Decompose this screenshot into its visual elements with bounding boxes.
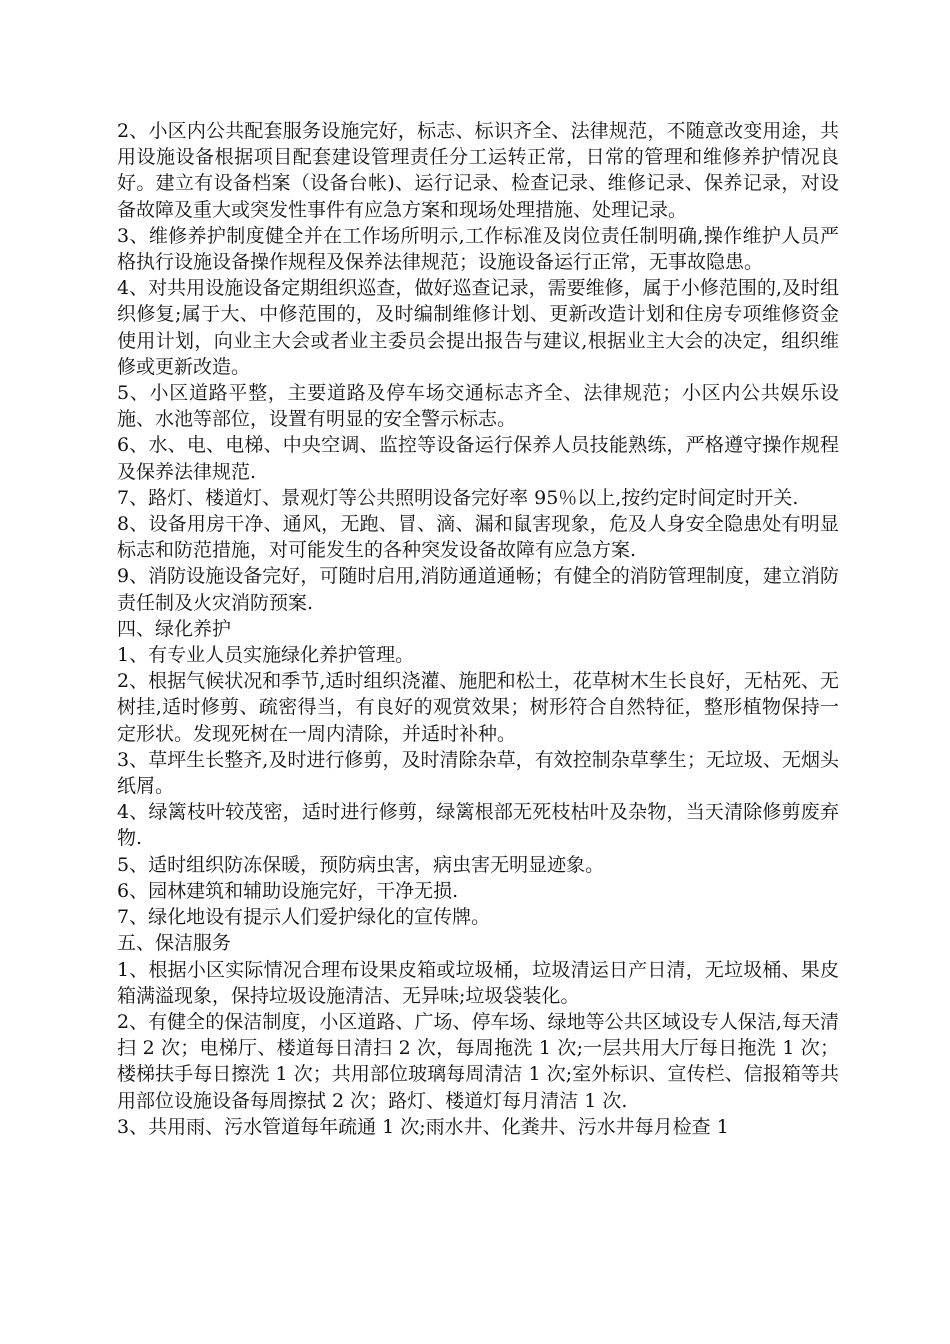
- paragraph-facility-item-4: 4、对共用设施设备定期组织巡查，做好巡查记录，需要维修，属于小修范围的,及时组织修复;属于大、中修范围的，及时编制维修计划、更新改造计划和住房专项维修资金使用计划，向业主大会或者业主委员会提出报告与建议,根据业主大会的决定，组织维修或更新改造。: [117, 277, 839, 378]
- paragraph-facility-item-8: 8、设备用房干净、通风，无跑、冒、滴、漏和鼠害现象，危及人身安全隐患处有明显标志和防范措施，对可能发生的各种突发设备故障有应急方案.: [117, 513, 839, 562]
- paragraph-greening-item-2: 2、根据气候状况和季节,适时组织浇灌、施肥和松土，花草树木生长良好，无枯死、无树挂,适时修剪、疏密得当，有良好的观赏效果；树形符合自然特征，整形植物保持一定形状。发现死树在一周内清除，并适时补种。: [117, 670, 839, 745]
- document-page: [117, 118, 839, 1140]
- paragraph-cleaning-item-1: 1、根据小区实际情况合理布设果皮箱或垃圾桶，垃圾清运日产日清，无垃圾桶、果皮箱满溢现象，保持垃圾设施清洁、无异味;垃圾袋装化。: [117, 958, 839, 1007]
- paragraph-facility-item-3: 3、维修养护制度健全并在工作场所明示,工作标准及岗位责任制明确,操作维护人员严格执行设施设备操作规程及保养法律规范；设施设备运行正常，无事故隐患。: [117, 224, 839, 274]
- paragraph-greening-item-7: 7、绿化地设有提示人们爱护绿化的宣传牌。: [117, 906, 491, 929]
- paragraph-cleaning-item-3: 3、共用雨、污水管道每年疏通 1 次;雨水井、化粪井、污水井每月检查 1: [117, 1115, 729, 1138]
- paragraph-greening-item-5: 5、适时组织防冻保暖，预防病虫害，病虫害无明显迹象。: [117, 853, 605, 876]
- paragraph-facility-item-5: 5、小区道路平整，主要道路及停车场交通标志齐全、法律规范；小区内公共娱乐设施、水池等部位，设置有明显的安全警示标志。: [117, 382, 839, 431]
- paragraph-facility-item-9: 9、消防设施设备完好，可随时启用,消防通道通畅；有健全的消防管理制度，建立消防责任制及火灾消防预案.: [117, 565, 839, 614]
- section-heading-greening: 四、绿化养护: [117, 617, 232, 640]
- paragraph-greening-item-6: 6、园林建筑和辅助设施完好，干净无损.: [117, 879, 459, 902]
- paragraph-facility-item-7: 7、路灯、楼道灯、景观灯等公共照明设备完好率 95％以上,按约定时间定时开关.: [117, 486, 799, 509]
- paragraph-cleaning-item-2: 2、有健全的保洁制度，小区道路、广场、停车场、绿地等公共区域设专人保洁,每天清扫 2 次；电梯厅、楼道每日清扫 2 次，每周拖洗 1 次;一层共用大厅每日拖洗 1 次；楼梯扶手每日擦洗 1 次；共用部位玻璃每周清洁 1 次;室外标识、宣传栏、信报箱等共用部位设施设备每周擦拭 2 次；路灯、楼道灯每月清洁 1 次.: [117, 1010, 839, 1112]
- paragraph-greening-item-4: 4、绿篱枝叶较茂密，适时进行修剪，绿篱根部无死枝枯叶及杂物，当天清除修剪废弃物.: [117, 801, 839, 850]
- paragraph-greening-item-1: 1、有专业人员实施绿化养护管理。: [117, 644, 415, 667]
- section-heading-cleaning: 五、保洁服务: [117, 932, 232, 955]
- paragraph-facility-item-2: 2、小区内公共配套服务设施完好，标志、标识齐全、法律规范，不随意改变用途，共用设施设备根据项目配套建设管理责任分工运转正常，日常的管理和维修养护情况良好。建立有设备档案（设备台帐)、运行记录、检查记录、维修记录、保养记录，对设备故障及重大或突发性事件有应急方案和现场处理措施、处理记录。: [117, 120, 839, 221]
- paragraph-greening-item-3: 3、草坪生长整齐,及时进行修剪，及时清除杂草，有效控制杂草孳生；无垃圾、无烟头纸屑。: [117, 748, 839, 798]
- paragraph-facility-item-6: 6、水、电、电梯、中央空调、监控等设备运行保养人员技能熟练，严格遵守操作规程及保养法律规范.: [117, 434, 839, 483]
